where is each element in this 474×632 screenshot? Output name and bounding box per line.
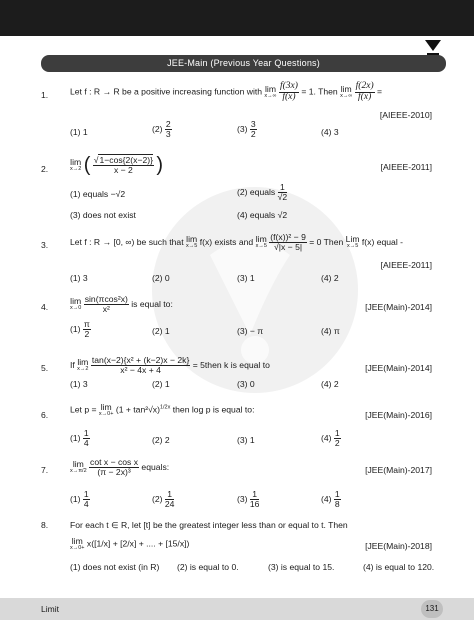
option-4: (4) 3 xyxy=(321,127,339,137)
question-number: 6. xyxy=(41,410,49,420)
limit-operator: Lim x→5 xyxy=(345,234,360,250)
question-2-stem: lim x→2 ( $\frac{√1-\cos\{2(x-2)\}}{x - 2}$ ) xyxy=(70,154,164,176)
question-number: 3. xyxy=(41,240,49,250)
limit-operator: lim x→0+ xyxy=(98,402,114,417)
fraction: $\frac{f(3x)}{f(x)}$ xyxy=(279,81,298,102)
option-4: (4) equals √2 xyxy=(237,210,288,220)
option-3: (3) $\frac{3}{2}$ xyxy=(237,119,256,140)
source-tag: [AIEEE-2011] xyxy=(380,162,432,172)
question-8-expression: lim x→0+ x([1/x] + [2/x] + .... + [15/x]) xyxy=(70,536,190,551)
source-tag: [AIEEE-2011] xyxy=(380,260,432,270)
fraction: $\frac{√1-\cos\{2(x-2)\}}{x - 2}$ xyxy=(93,154,153,175)
limit-operator: lim x→∞ xyxy=(340,84,353,100)
option-2: (2) $\frac{2}{3}$ xyxy=(152,119,171,140)
option-3: (3) $\frac{1}{16}$ xyxy=(237,489,260,510)
question-number: 2. xyxy=(41,164,49,174)
option-3: (3) is equal to 15. xyxy=(268,562,335,572)
source-tag: [JEE(Main)-2017] xyxy=(365,465,432,475)
option-2: (2) 1 xyxy=(152,379,170,389)
source-tag: [AIEEE-2010] xyxy=(379,110,432,120)
option-1: (1) 1 xyxy=(70,127,88,137)
limit-operator: lim x→∞ xyxy=(264,84,277,100)
limit-operator: lim x→π/2 xyxy=(70,459,87,475)
option-2: (2) is equal to 0. xyxy=(177,562,239,572)
limit-operator: lim x→0+ xyxy=(70,536,85,551)
fraction: $\frac{\text{tan(x−2)\{x² + (k−2)x − 2k\}}}{\text{x² − 4x + 4}}$ xyxy=(91,355,190,376)
question-3-stem: Let f : R → [0, ∞) be such that lim x→5 f(x) exists and lim x→5 $\frac{\text{(f(x))² − 9}}{√|x - 5|}$ = 0 Then Lim x→5 f(x) equal - xyxy=(70,232,403,253)
fraction: $\frac{\text{(f(x))² − 9}}{√|x - 5|}$ xyxy=(270,232,306,253)
question-4-stem: lim x→0 $\frac{\text{sin(πcos²x)}}{\text{x²}}$ is equal to: xyxy=(70,294,173,315)
option-1: (1) does not exist (in R) xyxy=(70,562,160,572)
option-2: (2) $\frac{1}{24}$ xyxy=(152,489,175,510)
limit-operator: lim x→5 xyxy=(255,234,267,250)
question-1-stem: Let f : R → R be a positive increasing function with lim x→∞ $\frac{f(3x)}{f(x)}$ = 1. Then lim x→∞ $\frac{f(2x)}{f(x)}$ = xyxy=(70,81,383,102)
footer-bar xyxy=(0,598,474,620)
option-1: (1) equals −√2 xyxy=(70,189,126,199)
fraction: $\frac{f(2x)}{f(x)}$ xyxy=(355,81,374,102)
question-number: 5. xyxy=(41,363,49,373)
option-3: (3) 0 xyxy=(237,379,255,389)
option-1: (1) 3 xyxy=(70,273,88,283)
option-1: (1) $\frac{\pi}{2}$ xyxy=(70,319,90,340)
question-number: 8. xyxy=(41,520,49,530)
page-number: 131 xyxy=(421,600,443,618)
option-4: (4) 2 xyxy=(321,273,339,283)
limit-operator: lim x→2 xyxy=(77,357,89,373)
question-5-stem: If lim x→2 $\frac{\text{tan(x−2)\{x² + (k−2)x − 2k\}}}{\text{x² − 4x + 4}}$ = 5then k is equal to xyxy=(70,355,270,376)
option-2: (2) 1 xyxy=(152,326,170,336)
source-tag: [JEE(Main)-2016] xyxy=(365,410,432,420)
option-4: (4) $\frac{1}{2}$ xyxy=(321,428,340,449)
option-2: (2) 2 xyxy=(152,435,170,445)
option-2: (2) equals $\frac{1}{√2}$ xyxy=(237,182,288,203)
option-3: (3) 1 xyxy=(237,273,255,283)
top-bar xyxy=(0,0,474,36)
question-6-stem: Let p = lim x→0+ $(1 + \tan^2√x)^{1/2x}$ then log p is equal to: xyxy=(70,402,255,417)
question-number: 1. xyxy=(41,90,49,100)
limit-operator: lim x→5 xyxy=(186,234,198,250)
source-tag: [JEE(Main)-2014] xyxy=(365,302,432,312)
option-3: (3) − π xyxy=(237,326,264,336)
option-4: (4) 2 xyxy=(321,379,339,389)
option-4: (4) $\frac{1}{8}$ xyxy=(321,489,340,510)
option-4: (4) is equal to 120. xyxy=(363,562,435,572)
page-title: JEE-Main (Previous Year Questions) xyxy=(41,55,446,72)
question-7-stem: lim x→π/2 $\frac{\text{cot x − cos x}}{\text{(π − 2x)³}}$ equals: xyxy=(70,457,170,478)
question-number: 4. xyxy=(41,302,49,312)
option-1: (1) $\frac{1}{4}$ xyxy=(70,428,89,449)
option-3: (3) 1 xyxy=(237,435,255,445)
question-8-stem: For each t ∈ R, let [t] be the greatest integer less than or equal to t. Then xyxy=(70,520,348,530)
limit-operator: lim x→0 xyxy=(70,296,82,312)
limit-operator: lim x→2 xyxy=(70,157,82,173)
option-2: (2) 0 xyxy=(152,273,170,283)
option-4: (4) π xyxy=(321,326,340,336)
fraction: $\frac{\text{cot x − cos x}}{\text{(π − 2x)³}}$ xyxy=(90,457,139,478)
source-tag: [JEE(Main)-2014] xyxy=(365,363,432,373)
option-1: (1) $\frac{1}{4}$ xyxy=(70,489,89,510)
option-1: (1) 3 xyxy=(70,379,88,389)
source-tag: [JEE(Main)-2018] xyxy=(365,541,432,551)
chapter-label: Limit xyxy=(41,604,59,614)
question-number: 7. xyxy=(41,465,49,475)
fraction: $\frac{\text{sin(πcos²x)}}{\text{x²}}$ xyxy=(84,294,128,315)
option-3: (3) does not exist xyxy=(70,210,136,220)
